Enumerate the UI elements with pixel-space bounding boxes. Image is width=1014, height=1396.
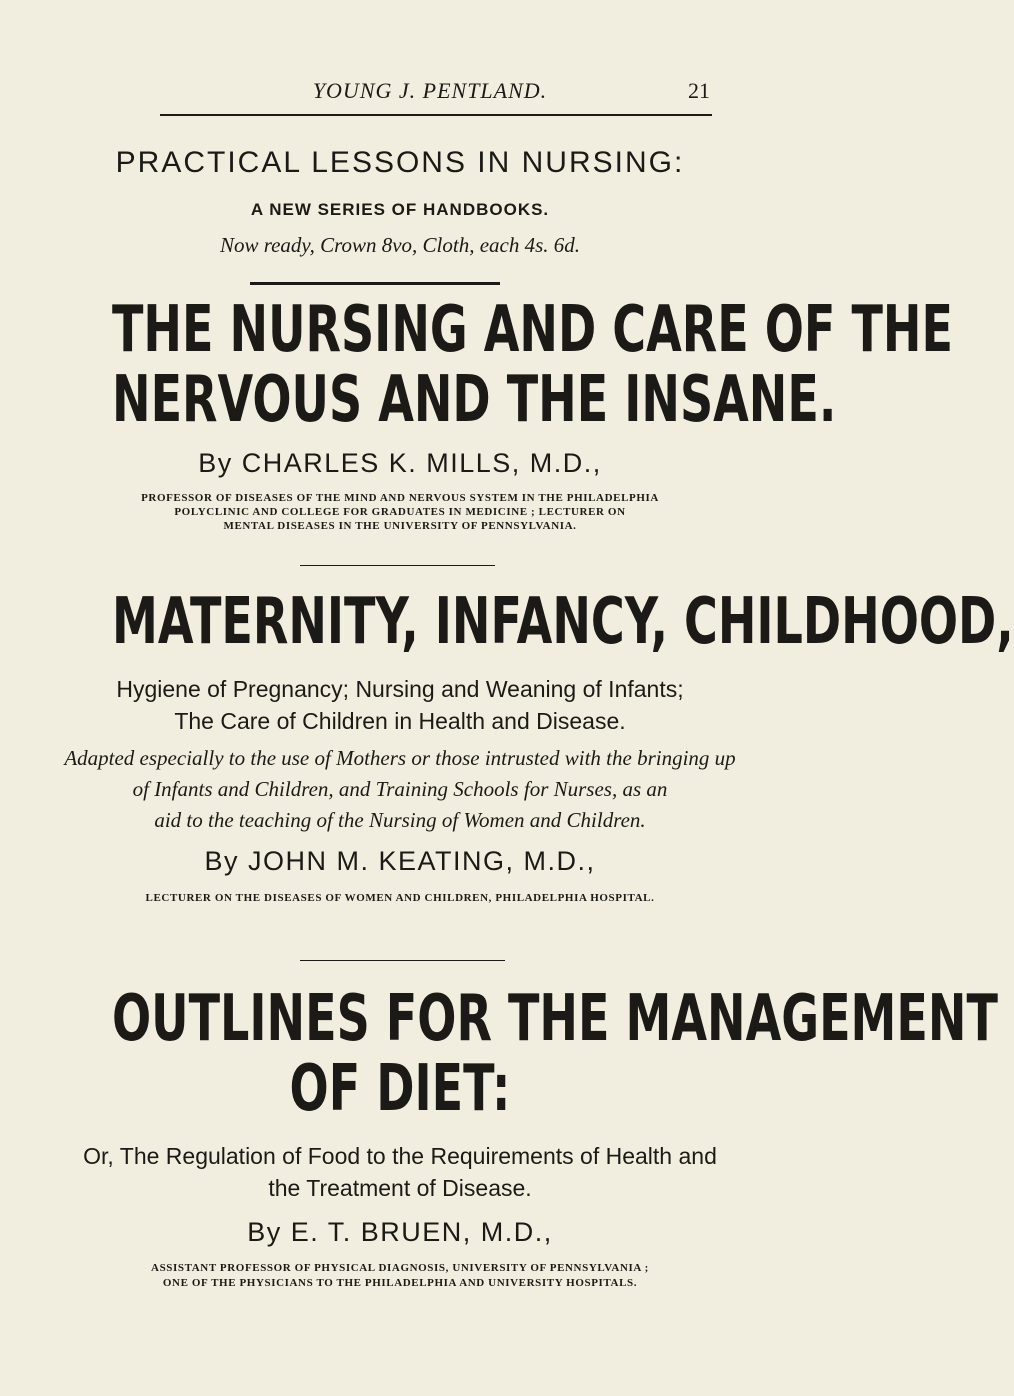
book-title-line: OF DIET: <box>289 1052 511 1126</box>
header-rule <box>160 114 712 116</box>
book-subtitle: Hygiene of Pregnancy; Nursing and Weaning of Infants; <box>116 676 684 702</box>
series-subtitle: A NEW SERIES OF HANDBOOKS. <box>250 200 550 219</box>
book-title-line: THE NURSING AND CARE OF THE <box>112 293 953 367</box>
section-divider <box>250 282 500 285</box>
book-title-line: NERVOUS AND THE INSANE. <box>112 363 837 437</box>
page-header <box>150 78 710 108</box>
book-author: By JOHN M. KEATING, M.D., <box>204 846 596 876</box>
book-subtitle: The Care of Children in Health and Disease. <box>174 708 626 734</box>
author-credentials: POLYCLINIC AND COLLEGE FOR GRADUATES IN MEDICINE ; LECTURER ON <box>174 506 626 518</box>
book-divider <box>300 960 505 961</box>
running-title: YOUNG J. PENTLAND. <box>312 78 548 103</box>
author-credentials: ONE OF THE PHYSICIANS TO THE PHILADELPHIA AND UNIVERSITY HOSPITALS. <box>162 1277 638 1289</box>
author-credentials: LECTURER ON THE DISEASES OF WOMEN AND CHILDREN, PHILADELPHIA HOSPITAL. <box>145 892 655 904</box>
book-divider <box>300 565 495 566</box>
book-subtitle: the Treatment of Disease. <box>268 1175 532 1201</box>
author-credentials: PROFESSOR OF DISEASES OF THE MIND AND NERVOUS SYSTEM IN THE PHILADELPHIA <box>141 492 659 504</box>
book-author: By E. T. BRUEN, M.D., <box>247 1217 553 1247</box>
book-description: Adapted especially to the use of Mothers or those intrusted with the bringing up <box>64 746 736 770</box>
author-credentials: ASSISTANT PROFESSOR OF PHYSICAL DIAGNOSIS, UNIVERSITY OF PENNSYLVANIA ; <box>151 1262 649 1274</box>
book-description: of Infants and Children, and Training Schools for Nurses, as an <box>132 777 668 801</box>
book-title-line: MATERNITY, INFANCY, CHILDHOOD, <box>112 585 1014 659</box>
book-description: aid to the teaching of the Nursing of Women and Children. <box>154 808 646 832</box>
availability-line: Now ready, Crown 8vo, Cloth, each 4s. 6d. <box>219 233 581 257</box>
book-author: By CHARLES K. MILLS, M.D., <box>198 448 602 478</box>
book-subtitle: Or, The Regulation of Food to the Requirements of Health and <box>83 1143 717 1169</box>
series-title: PRACTICAL LESSONS IN NURSING: <box>115 146 685 179</box>
page-number: 21 <box>688 78 710 103</box>
author-credentials: MENTAL DISEASES IN THE UNIVERSITY OF PENNSYLVANIA. <box>223 520 577 532</box>
book-title-line: OUTLINES FOR THE MANAGEMENT <box>112 982 998 1056</box>
